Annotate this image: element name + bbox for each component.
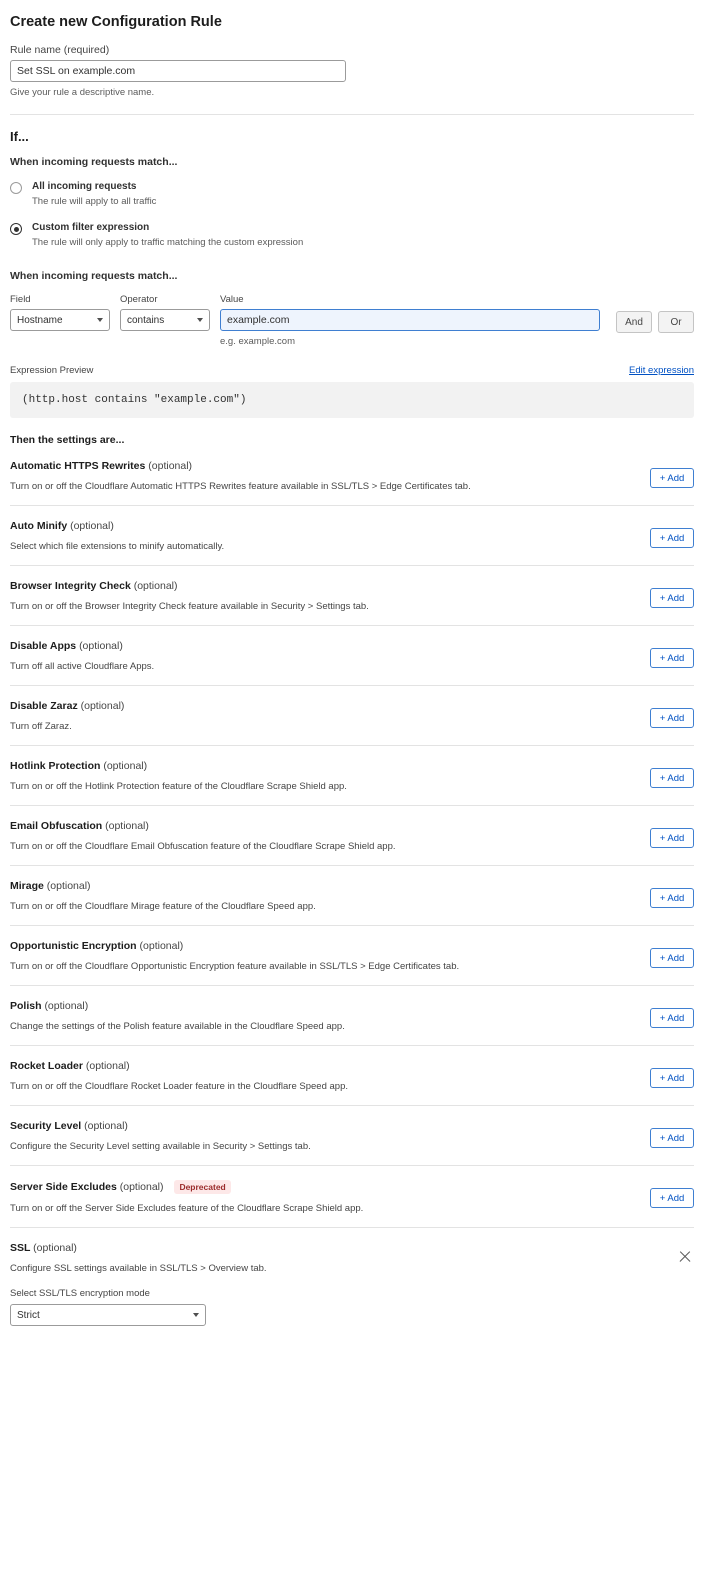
setting-title	[10, 1180, 638, 1194]
setting-title-text: Hotlink Protection	[10, 760, 101, 772]
setting-row	[10, 1105, 694, 1165]
rule-name-label: Rule name (required)	[10, 44, 110, 56]
setting-title	[10, 700, 638, 712]
if-section-heading: If...	[10, 129, 29, 144]
setting-text	[10, 700, 650, 732]
operator-label: Operator	[120, 294, 158, 305]
optional-label: (optional)	[85, 1060, 130, 1072]
expression-preview-label: Expression Preview	[10, 365, 94, 376]
setting-row	[10, 565, 694, 625]
setting-title-text: Rocket Loader	[10, 1060, 83, 1072]
setting-desc: Turn on or off the Cloudflare Rocket Loader feature in the Cloudflare Speed app.	[10, 1081, 348, 1092]
operator-select[interactable]	[120, 309, 210, 331]
add-button[interactable]: + Add	[650, 888, 694, 908]
setting-row	[10, 1165, 694, 1227]
field-select[interactable]	[10, 309, 110, 331]
setting-row-ssl	[10, 1227, 694, 1348]
expression-preview-header	[10, 365, 694, 376]
setting-title	[10, 880, 638, 892]
setting-title	[10, 820, 638, 832]
optional-label: (optional)	[84, 1120, 128, 1132]
optional-label: (optional)	[148, 460, 193, 472]
setting-row	[10, 1045, 694, 1105]
setting-desc: Configure SSL settings available in SSL/TLS > Overview tab.	[10, 1263, 267, 1274]
setting-text	[10, 880, 650, 912]
setting-text	[10, 940, 650, 972]
radio-option-desc: The rule will only apply to traffic matching the custom expression	[32, 237, 304, 248]
setting-text	[10, 1120, 650, 1152]
rule-name-group	[10, 44, 694, 98]
value-input[interactable]	[220, 309, 600, 331]
setting-desc: Turn on or off the Hotlink Protection feature of the Cloudflare Scrape Shield app.	[10, 781, 347, 792]
setting-desc: Turn off all active Cloudflare Apps.	[10, 661, 155, 672]
setting-title-text: Mirage	[10, 880, 44, 892]
setting-text	[10, 1000, 650, 1032]
add-button[interactable]: + Add	[650, 1128, 694, 1148]
add-button[interactable]: + Add	[650, 768, 694, 788]
setting-text	[10, 760, 650, 792]
rule-name-helper: Give your rule a descriptive name.	[10, 87, 155, 98]
setting-title-text: Security Level	[10, 1120, 82, 1132]
setting-title-text: Browser Integrity Check	[10, 580, 131, 592]
setting-text	[10, 580, 650, 612]
optional-label: (optional)	[79, 640, 123, 652]
setting-row	[10, 685, 694, 745]
edit-expression-link[interactable]: Edit expression	[629, 365, 694, 376]
setting-title	[10, 1242, 664, 1254]
field-label: Field	[10, 294, 31, 305]
setting-row	[10, 865, 694, 925]
rule-name-input[interactable]	[10, 60, 346, 82]
expression-subheading: When incoming requests match...	[10, 270, 178, 282]
optional-label: (optional)	[133, 580, 178, 592]
add-button[interactable]: + Add	[650, 588, 694, 608]
add-button[interactable]: + Add	[650, 1188, 694, 1208]
setting-desc: Turn on or off the Cloudflare Mirage feature of the Cloudflare Speed app.	[10, 901, 316, 912]
setting-title	[10, 760, 638, 772]
radio-option-title: Custom filter expression	[32, 222, 150, 233]
operator-column	[120, 294, 210, 331]
add-button[interactable]: + Add	[650, 708, 694, 728]
setting-row	[10, 985, 694, 1045]
add-button[interactable]: + Add	[650, 1008, 694, 1028]
setting-desc: Change the settings of the Polish feature available in the Cloudflare Speed app.	[10, 1021, 345, 1032]
radio-icon[interactable]	[10, 223, 22, 235]
add-button[interactable]: + Add	[650, 948, 694, 968]
ssl-select-label: Select SSL/TLS encryption mode	[10, 1288, 150, 1299]
optional-label: (optional)	[70, 520, 114, 532]
add-button[interactable]: + Add	[650, 528, 694, 548]
page-title: Create new Configuration Rule	[10, 14, 222, 30]
then-section-heading: Then the settings are...	[10, 434, 125, 446]
expression-builder-row	[10, 294, 694, 347]
setting-row	[10, 925, 694, 985]
optional-label: (optional)	[46, 880, 91, 892]
setting-title	[10, 1120, 638, 1132]
ssl-mode-select[interactable]	[10, 1304, 206, 1326]
setting-row	[10, 745, 694, 805]
or-button[interactable]: Or	[658, 311, 694, 333]
expression-preview-box: (http.host contains "example.com")	[10, 382, 694, 418]
optional-label: (optional)	[44, 1000, 89, 1012]
radio-option-custom-filter[interactable]	[10, 221, 694, 248]
divider	[10, 114, 694, 115]
setting-text	[10, 520, 650, 552]
setting-title	[10, 520, 638, 532]
setting-title-text: Automatic HTTPS Rewrites	[10, 460, 146, 472]
setting-title-text: Disable Apps	[10, 640, 77, 652]
setting-text	[10, 1242, 676, 1326]
setting-text	[10, 1060, 650, 1092]
optional-label: (optional)	[119, 1180, 164, 1193]
setting-text	[10, 640, 650, 672]
setting-desc: Configure the Security Level setting available in Security > Settings tab.	[10, 1141, 311, 1152]
setting-desc: Turn on or off the Cloudflare Email Obfuscation feature of the Cloudflare Scrape Shield app.	[10, 841, 396, 852]
setting-title-text: Auto Minify	[10, 520, 68, 532]
setting-desc: Turn on or off the Browser Integrity Check feature available in Security > Settings tab.	[10, 601, 369, 612]
field-column	[10, 294, 110, 331]
setting-desc: Turn on or off the Server Side Excludes feature of the Cloudflare Scrape Shield app.	[10, 1203, 364, 1214]
setting-title-text: Opportunistic Encryption	[10, 940, 137, 952]
and-button[interactable]: And	[616, 311, 652, 333]
add-button[interactable]: + Add	[650, 468, 694, 488]
setting-title-text: Email Obfuscation	[10, 820, 103, 832]
setting-desc: Select which file extensions to minify automatically.	[10, 541, 225, 552]
radio-option-title: All incoming requests	[32, 181, 137, 192]
setting-row	[10, 446, 694, 505]
status-badge: Deprecated	[174, 1180, 230, 1194]
radio-option-desc: The rule will apply to all traffic	[32, 196, 157, 207]
setting-title	[10, 940, 638, 952]
setting-row	[10, 625, 694, 685]
setting-title-text: SSL	[10, 1242, 31, 1254]
value-label: Value	[220, 294, 244, 305]
if-section-subheading: When incoming requests match...	[10, 156, 178, 168]
setting-title	[10, 1000, 638, 1012]
add-button[interactable]: + Add	[650, 1068, 694, 1088]
close-icon[interactable]	[676, 1248, 694, 1266]
optional-label: (optional)	[80, 700, 125, 712]
setting-title	[10, 580, 638, 592]
optional-label: (optional)	[139, 940, 184, 952]
add-button[interactable]: + Add	[650, 648, 694, 668]
settings-list	[10, 446, 694, 1348]
setting-title	[10, 460, 638, 472]
add-button[interactable]: + Add	[650, 828, 694, 848]
setting-title-text: Polish	[10, 1000, 42, 1012]
setting-row	[10, 805, 694, 865]
value-column	[220, 294, 600, 347]
optional-label: (optional)	[103, 760, 148, 772]
setting-desc: Turn on or off the Cloudflare Opportunistic Encryption feature available in SSL/TLS > Edge Certificates tab.	[10, 961, 460, 972]
setting-title	[10, 1060, 638, 1072]
setting-row	[10, 505, 694, 565]
setting-title-text: Server Side Excludes	[10, 1180, 117, 1193]
setting-title-text: Disable Zaraz	[10, 700, 78, 712]
setting-desc: Turn on or off the Cloudflare Automatic HTTPS Rewrites feature available in SSL/TLS > Edge Certificates tab.	[10, 481, 471, 492]
setting-text	[10, 820, 650, 852]
radio-icon[interactable]	[10, 182, 22, 194]
optional-label: (optional)	[33, 1242, 77, 1254]
setting-title	[10, 640, 638, 652]
value-helper: e.g. example.com	[220, 336, 295, 347]
radio-option-all-requests[interactable]	[10, 180, 694, 207]
setting-text	[10, 460, 650, 492]
setting-text	[10, 1180, 650, 1214]
setting-desc: Turn off Zaraz.	[10, 721, 72, 732]
optional-label: (optional)	[105, 820, 149, 832]
